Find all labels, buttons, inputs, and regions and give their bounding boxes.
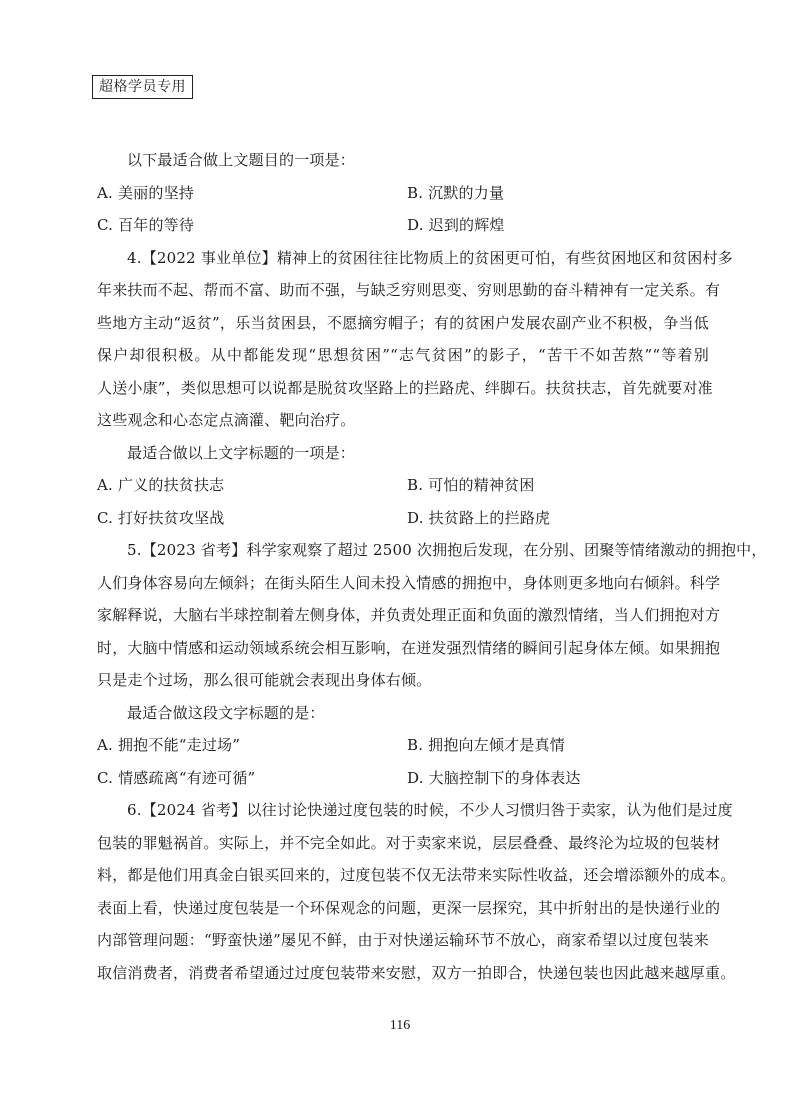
q4-line-1: 4.【2022 事业单位】精神上的贫困往往比物质上的贫困更可怕，有些贫困地区和贫困村多 bbox=[127, 248, 733, 267]
q5-line-4: 时，大脑中情感和运动领域系统会相互影响，在迸发强烈情绪的瞬间引起身体左倾。如果拥抱 bbox=[97, 638, 721, 657]
q3-option-d: D. 迟到的辉煌 bbox=[407, 216, 505, 234]
q5-option-c: C. 情感疏离“有迹可循” bbox=[97, 768, 256, 787]
q5-option-a: A. 拥抱不能“走过场” bbox=[97, 736, 241, 754]
q4-option-c: C. 打好扶贫攻坚战 bbox=[97, 508, 225, 527]
q4-line-6: 这些观念和心态定点滴灌、靶向治疗。 bbox=[97, 411, 356, 429]
q3-options-row-1 bbox=[97, 177, 709, 210]
q4-prompt: 最适合做以上文字标题的一项是： bbox=[127, 443, 356, 462]
q4-line-2: 年来扶而不起、帮而不富、助而不强，与缺乏穷则思变、穷则思勤的奋斗精神有一定关系。有 bbox=[97, 281, 721, 299]
q3-option-b: B. 沉默的力量 bbox=[407, 183, 505, 202]
q5-line-5: 只是走个过场，那么很可能就会表现出身体右倾。 bbox=[97, 671, 432, 689]
q4-line-5: 人送小康”，类似思想可以说都是脱贫攻坚路上的拦路虎、绊脚石。扶贫扶志，首先就要对准 bbox=[97, 378, 713, 397]
q3-option-c: C. 百年的等待 bbox=[97, 216, 195, 234]
q5-options-row-1 bbox=[97, 729, 709, 762]
page-number: 116 bbox=[389, 1018, 411, 1033]
q6-line-1: 6.【2024 省考】以往讨论快递过度包装的时候，不少人习惯归咎于卖家，认为他们是过度 bbox=[127, 801, 733, 819]
student-only-badge: 超格学员专用 bbox=[92, 75, 193, 99]
q4-option-b: B. 可怕的精神贫困 bbox=[407, 476, 535, 494]
q5-option-d: D. 大脑控制下的身体表达 bbox=[407, 768, 581, 787]
q5-line-1: 5.【2023 省考】科学家观察了超过 2500 次拥抱后发现，在分别、团聚等情绪激动的拥抱中， bbox=[127, 541, 767, 559]
exam-content bbox=[97, 144, 767, 989]
q4-options-row-1 bbox=[97, 469, 709, 502]
q4-line-3: 些地方主动“返贫”，乐当贫困县，不愿摘穷帽子；有的贫困户发展农副产业不积极，争当低 bbox=[97, 313, 709, 332]
q5-line-2: 人们身体容易向左倾斜；在街头陌生人间未投入情感的拥抱中，身体则更多地向右倾斜。科学 bbox=[97, 573, 721, 592]
q4-option-a: A. 广义的扶贫扶志 bbox=[97, 476, 225, 494]
q3-prompt: 以下最适合做上文题目的一项是： bbox=[127, 151, 356, 169]
q4-line-4: 保户却很积极。从中都能发现“思想贫困”“志气贫困”的影子，“苦干不如苦熬”“等着别 bbox=[97, 346, 709, 364]
q4-option-d: D. 扶贫路上的拦路虎 bbox=[407, 508, 551, 527]
q4-options-row-2 bbox=[97, 502, 709, 535]
q3-options-row-2 bbox=[97, 209, 709, 242]
q6-line-2: 包装的罪魁祸首。实际上，并不完全如此。对于卖家来说，层层叠叠、最终沦为垃圾的包装材 bbox=[97, 833, 721, 852]
q6-line-3: 料，都是他们用真金白银买回来的，过度包装不仅无法带来实际性收益，还会增添额外的成本。 bbox=[97, 866, 736, 884]
q3-option-a: A. 美丽的坚持 bbox=[97, 183, 194, 202]
q5-option-b: B. 拥抱向左倾才是真情 bbox=[407, 736, 565, 754]
q6-line-6: 取信消费者，消费者希望通过过度包装带来安慰，双方一拍即合，快递包装也因此越来越厚重。 bbox=[97, 963, 736, 982]
q5-prompt: 最适合做这段文字标题的是： bbox=[127, 703, 325, 722]
q5-options-row-2 bbox=[97, 762, 709, 795]
q6-line-5: 内部管理问题：“野蛮快递”屡见不鲜，由于对快递运输环节不放心，商家希望以过度包装来 bbox=[97, 931, 709, 949]
q5-line-3: 家解释说，大脑右半球控制着左侧身体，并负责处理正面和负面的激烈情绪，当人们拥抱对方 bbox=[97, 606, 721, 624]
q6-line-4: 表面上看，快递过度包装是一个环保观念的问题，更深一层探究，其中折射出的是快递行业的 bbox=[97, 898, 721, 917]
